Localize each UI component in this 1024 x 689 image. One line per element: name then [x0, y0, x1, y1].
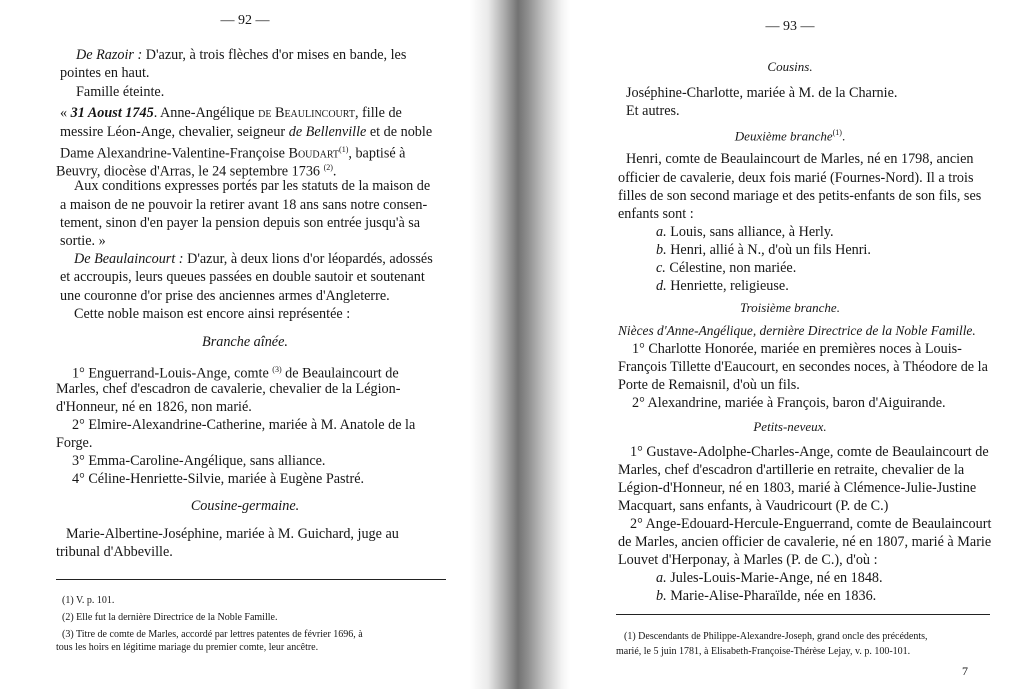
- page-number-left: — 92 —: [220, 13, 270, 28]
- page-number-right: — 93 —: [765, 19, 815, 34]
- footnote-rule-right: [616, 614, 990, 615]
- razoir-line-3: Famille éteinte.: [76, 84, 165, 100]
- item-letter: d.: [656, 278, 667, 294]
- ainee-line-2: Marles, chef d'escadron de cavalerie, chevalier de la Légion-: [56, 381, 401, 397]
- entry-text-1a: . Anne-Angélique: [153, 105, 259, 121]
- beaulaincourt-label: De Beaulaincourt :: [74, 251, 184, 267]
- ainee-text-1a: 1° Enguerrand-Louis-Ange, comte: [72, 365, 273, 382]
- deuxieme-line-1: Henri, comte de Beaulaincourt de Marles, né en 1798, ancien: [626, 151, 974, 167]
- footnote-ref-1: (1): [339, 145, 349, 154]
- entry-boudart: Boudart: [288, 145, 340, 162]
- entry-seigneurie: de Bellenville: [288, 124, 367, 140]
- deuxieme-item: [656, 241, 871, 259]
- footnote-rule-left: [56, 579, 446, 580]
- footnote-ref-3: (3): [272, 365, 282, 374]
- entry-line-1: [60, 104, 402, 122]
- item-text: Louis, sans alliance, à Herly.: [666, 224, 834, 240]
- entry-text-4a: Beuvry, diocèse d'Arras, le 24 septembre 1736: [56, 163, 324, 180]
- deuxieme-item: [656, 277, 789, 295]
- footnote-ref-right-1: (1): [832, 128, 842, 137]
- troisieme-line-2: François Tillette d'Eaucourt, en secondes noces, à Théodore de la: [618, 359, 988, 375]
- entry-text-3b: , baptisé à: [348, 145, 406, 162]
- entry-text-2a: messire Léon-Ange, chevalier, seigneur: [60, 124, 289, 140]
- item-letter: b.: [656, 588, 667, 604]
- item-letter: a.: [656, 224, 667, 240]
- item-letter: b.: [656, 242, 667, 258]
- neveux-line-7: Louvet d'Herponay, à Marles (P. de C.), d'où :: [618, 552, 878, 568]
- neveux-line-6: de Marles, ancien officier de cavalerie, né en 1807, marié à Marie: [618, 534, 992, 550]
- entry-line-8: sortie. »: [60, 233, 106, 249]
- beaulaincourt-line-1: [74, 250, 433, 268]
- entry-text-3a: Dame Alexandrine-Valentine-Françoise: [60, 145, 289, 162]
- entry-line-7: tement, sinon d'en payer la pension depuis son entrée jusqu'à sa: [60, 215, 421, 231]
- footnote-left-1: (1) V. p. 101.: [62, 595, 115, 606]
- beaulaincourt-line-2: et accroupis, leurs queues passées en double sautoir et soutenant: [60, 269, 425, 285]
- beaulaincourt-text-1: D'azur, à deux lions d'or léopardés, adossés: [183, 251, 433, 267]
- razoir-label: De Razoir :: [76, 47, 143, 63]
- deuxieme-line-3: filles de son second mariage et des petits-enfants de son fils, ses: [618, 188, 982, 204]
- entry-quote: «: [60, 105, 71, 121]
- item-letter: c.: [656, 260, 666, 276]
- footnote-left-4: tous les hoirs en légitime mariage du premier comte, leur ancêtre.: [56, 642, 319, 653]
- deuxieme-item: [656, 223, 834, 241]
- deuxieme-line-2: officier de cavalerie, deux fois marié (Fournes-Nord). Il a trois: [618, 170, 974, 186]
- footnote-right-2: marié, le 5 juin 1781, à Elisabeth-Françoise-Thérèse Lejay, v. p. 100-101.: [616, 646, 911, 657]
- item-text: Henri, allié à N., d'où un fils Henri.: [666, 242, 871, 258]
- item-text: Marie-Alise-Pharaïlde, née en 1836.: [666, 588, 877, 604]
- entry-line-5: Aux conditions expresses portés par les statuts de la maison de: [74, 178, 431, 194]
- right-page: [560, 0, 1024, 689]
- troisieme-subheading: Nièces d'Anne-Angélique, dernière Directrice de la Noble Famille.: [618, 323, 976, 338]
- deuxieme-heading-end: .: [841, 128, 846, 144]
- cousine-line-2: tribunal d'Abbeville.: [56, 544, 173, 560]
- heading-cousine-germaine: Cousine-germaine.: [190, 498, 300, 514]
- razoir-line-2: pointes en haut.: [60, 65, 150, 81]
- troisieme-line-1: 1° Charlotte Honorée, mariée en premières noces à Louis-: [632, 341, 962, 357]
- deuxieme-line-4: enfants sont :: [618, 206, 694, 222]
- neveux-line-3: Légion-d'Honneur, né en 1803, marié à Clémence-Julie-Justine: [618, 480, 977, 496]
- neveux-line-2: Marles, chef d'escadron d'artillerie en retraite, chevalier de la: [618, 462, 965, 478]
- deuxieme-heading-text: Deuxième branche: [734, 128, 833, 144]
- entry-text-2b: et de noble: [366, 124, 433, 140]
- neveux-line-5: 2° Ange-Edouard-Hercule-Enguerrand, comte de Beaulaincourt: [630, 516, 992, 532]
- neveux-item: [656, 569, 883, 587]
- troisieme-line-4: 2° Alexandrine, mariée à François, baron d'Aiguirande.: [632, 395, 946, 411]
- item-text: Henriette, religieuse.: [666, 278, 789, 294]
- ainee-line-6: 3° Emma-Caroline-Angélique, sans alliance.: [72, 453, 326, 469]
- ainee-text-1b: de Beaulaincourt de: [281, 365, 399, 382]
- item-text: Célestine, non mariée.: [665, 260, 797, 276]
- corner-mark: 7: [962, 664, 968, 678]
- cousine-line-1: Marie-Albertine-Joséphine, mariée à M. Guichard, juge au: [66, 526, 399, 542]
- razoir-line-1: [76, 46, 406, 64]
- troisieme-line-3: Porte de Remaisnil, d'où un fils.: [618, 377, 800, 393]
- item-text: Jules-Louis-Marie-Ange, né en 1848.: [666, 570, 883, 586]
- entry-name: de Beaulincourt: [258, 105, 355, 121]
- heading-cousins: Cousins.: [767, 59, 813, 74]
- heading-troisieme-branche: Troisième branche.: [740, 300, 840, 315]
- cousins-line-1: Joséphine-Charlotte, mariée à M. de la Charnie.: [626, 85, 898, 101]
- neveux-item: [656, 587, 876, 605]
- heading-deuxieme-branche: [560, 124, 1020, 145]
- ainee-line-3: d'Honneur, né en 1826, non marié.: [56, 399, 252, 415]
- neveux-line-1: 1° Gustave-Adolphe-Charles-Ange, comte de Beaulaincourt de: [630, 444, 989, 460]
- ainee-line-4: 2° Elmire-Alexandrine-Catherine, mariée à M. Anatole de la: [72, 417, 416, 433]
- beaulaincourt-line-4: Cette noble maison est encore ainsi représentée :: [74, 306, 351, 322]
- deuxieme-item: [656, 259, 796, 277]
- entry-date: 31 Aoust 1745: [70, 105, 154, 121]
- ainee-line-7: 4° Céline-Henriette-Silvie, mariée à Eugène Pastré.: [72, 471, 365, 487]
- beaulaincourt-line-3: une couronne d'or prise des anciennes armes d'Angleterre.: [60, 288, 390, 304]
- footnote-left-3: (3) Titre de comte de Marles, accordé par lettres patentes de février 1696, à: [62, 629, 363, 640]
- heading-petits-neveux: Petits-neveux.: [753, 419, 827, 434]
- entry-text-4b: .: [332, 163, 337, 180]
- cousins-line-2: Et autres.: [626, 103, 680, 119]
- ainee-line-5: Forge.: [56, 435, 93, 451]
- footnote-ref-2: (2): [323, 163, 333, 172]
- entry-line-2: [60, 123, 432, 141]
- footnote-right-1: (1) Descendants de Philippe-Alexandre-Joseph, grand oncle des précédents,: [624, 631, 928, 642]
- footnote-left-2: (2) Elle fut la dernière Directrice de la Noble Famille.: [62, 612, 278, 623]
- entry-line-6: a maison de ne pouvoir la retirer avant 18 ans sans notre consen-: [60, 197, 428, 213]
- left-page: [0, 0, 490, 689]
- entry-text-1b: , fille de: [354, 105, 402, 121]
- razoir-text-1: D'azur, à trois flèches d'or mises en bande, les: [142, 47, 407, 63]
- neveux-line-4: Macquart, sans enfants, à Vaudricourt (P. de C.): [618, 498, 889, 514]
- item-letter: a.: [656, 570, 667, 586]
- heading-branche-ainee: Branche aînée.: [202, 334, 288, 350]
